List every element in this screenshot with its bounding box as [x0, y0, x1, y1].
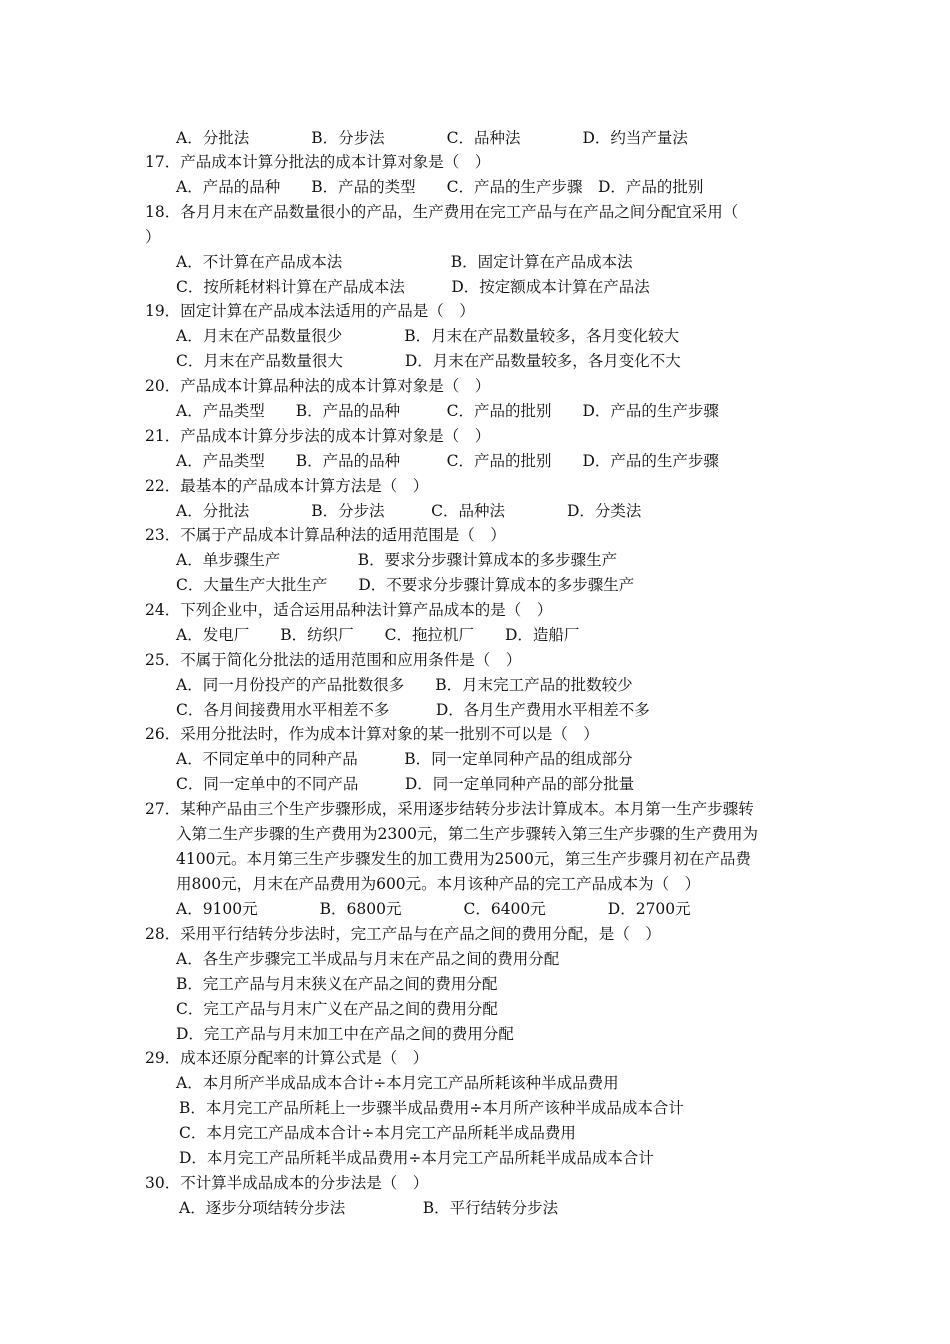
- q30-stem: 30．不计算半成品成本的分步法是（ ）: [145, 1174, 429, 1192]
- q18-options-cd: C．按所耗材料计算在产品成本法 D．按定额成本计算在产品法: [176, 278, 650, 296]
- q26-options-cd: C．同一定单中的不同产品 D．同一定单同种产品的部分批量: [176, 775, 635, 793]
- q28-option-d: D．完工产品与月末加工中在产品之间的费用分配: [176, 1025, 514, 1043]
- q27-stem-3: 4100元。本月第三生产步骤发生的加工费用为2500元，第三生产步骤月初在产品费: [176, 850, 751, 868]
- q30-options: A．逐步分项结转分步法 B．平行结转分步法: [179, 1199, 559, 1217]
- q23-options-ab: A．单步骤生产 B．要求分步骤计算成本的多步骤生产: [176, 551, 618, 569]
- q23-options-cd: C．大量生产大批生产 D．不要求分步骤计算成本的多步骤生产: [176, 576, 635, 594]
- q29-option-b: B．本月完工产品所耗上一步骤半成品费用÷本月所产该种半成品成本合计: [179, 1099, 684, 1117]
- q17-options: A．产品的品种 B．产品的类型 C．产品的生产步骤 D．产品的批别: [176, 178, 704, 196]
- q21-options: A．产品类型 B．产品的品种 C．产品的批别 D．产品的生产步骤: [176, 452, 719, 470]
- q24-stem: 24．下列企业中，适合运用品种法计算产品成本的是（ ）: [145, 601, 553, 619]
- q18-stem-cont: ）: [145, 228, 161, 246]
- q24-options: A．发电厂 B．纺织厂 C．拖拉机厂 D．造船厂: [176, 626, 580, 644]
- q21-stem: 21．产品成本计算分步法的成本计算对象是（ ）: [145, 427, 491, 445]
- q26-stem: 26．采用分批法时，作为成本计算对象的某一批别不可以是（ ）: [145, 725, 599, 743]
- q22-options: A．分批法 B．分步法 C．品种法 D．分类法: [176, 502, 642, 520]
- q28-option-b: B．完工产品与月末狭义在产品之间的费用分配: [176, 975, 498, 993]
- q19-options-ab: A．月末在产品数量很少 B．月末在产品数量较多，各月变化较大: [176, 327, 680, 345]
- q18-options-ab: A．不计算在产品成本法 B．固定计算在产品成本法: [176, 253, 633, 271]
- q27-stem-1: 27．某种产品由三个生产步骤形成，采用逐步结转分步法计算成本。本月第一生产步骤转: [145, 800, 754, 818]
- q27-stem-2: 入第二生产步骤的生产费用为2300元，第二生产步骤转入第三生产步骤的生产费用为: [176, 825, 758, 843]
- q28-option-c: C．完工产品与月末广义在产品之间的费用分配: [176, 1000, 498, 1018]
- q23-stem: 23．不属于产品成本计算品种法的适用范围是（ ）: [145, 526, 506, 544]
- q29-stem: 29．成本还原分配率的计算公式是（ ）: [145, 1049, 429, 1067]
- q19-stem: 19．固定计算在产品成本法适用的产品是（ ）: [145, 302, 475, 320]
- q25-stem: 25．不属于简化分批法的适用范围和应用条件是（ ）: [145, 651, 522, 669]
- q19-options-cd: C．月末在产品数量很大 D．月末在产品数量较多，各月变化不大: [176, 352, 681, 370]
- q22-stem: 22．最基本的产品成本计算方法是（ ）: [145, 477, 429, 495]
- q27-stem-4: 用800元，月末在产品费用为600元。本月该种产品的完工产品成本为（ ）: [176, 875, 701, 893]
- q28-stem: 28．采用平行结转分步法时，完工产品与在产品之间的费用分配，是（ ）: [145, 925, 661, 943]
- q29-option-a: A．本月所产半成品成本合计÷本月完工产品所耗该种半成品费用: [176, 1074, 619, 1092]
- q20-stem: 20．产品成本计算品种法的成本计算对象是（ ）: [145, 377, 491, 395]
- q29-option-c: C．本月完工产品成本合计÷本月完工产品所耗半成品费用: [179, 1124, 576, 1142]
- q17-stem: 17．产品成本计算分批法的成本计算对象是（ ）: [145, 153, 491, 171]
- q28-option-a: A．各生产步骤完工半成品与月末在产品之间的费用分配: [176, 950, 560, 968]
- q18-stem: 18．各月月末在产品数量很小的产品，生产费用在完工产品与在产品之间分配宜采用（: [145, 203, 739, 221]
- q27-options: A．9100元 B．6800元 C．6400元 D．2700元: [176, 900, 691, 918]
- q25-options-ab: A．同一月份投产的产品批数很多 B．月末完工产品的批数较少: [176, 676, 633, 694]
- q29-option-d: D．本月完工产品所耗半成品费用÷本月完工产品所耗半成品成本合计: [179, 1149, 654, 1167]
- q20-options: A．产品类型 B．产品的品种 C．产品的批别 D．产品的生产步骤: [176, 402, 719, 420]
- q26-options-ab: A．不同定单中的同种产品 B．同一定单同种产品的组成部分: [176, 750, 633, 768]
- q16-options: A．分批法 B．分步法 C．品种法 D．约当产量法: [176, 129, 688, 147]
- q25-options-cd: C．各月间接费用水平相差不多 D．各月生产费用水平相差不多: [176, 701, 650, 719]
